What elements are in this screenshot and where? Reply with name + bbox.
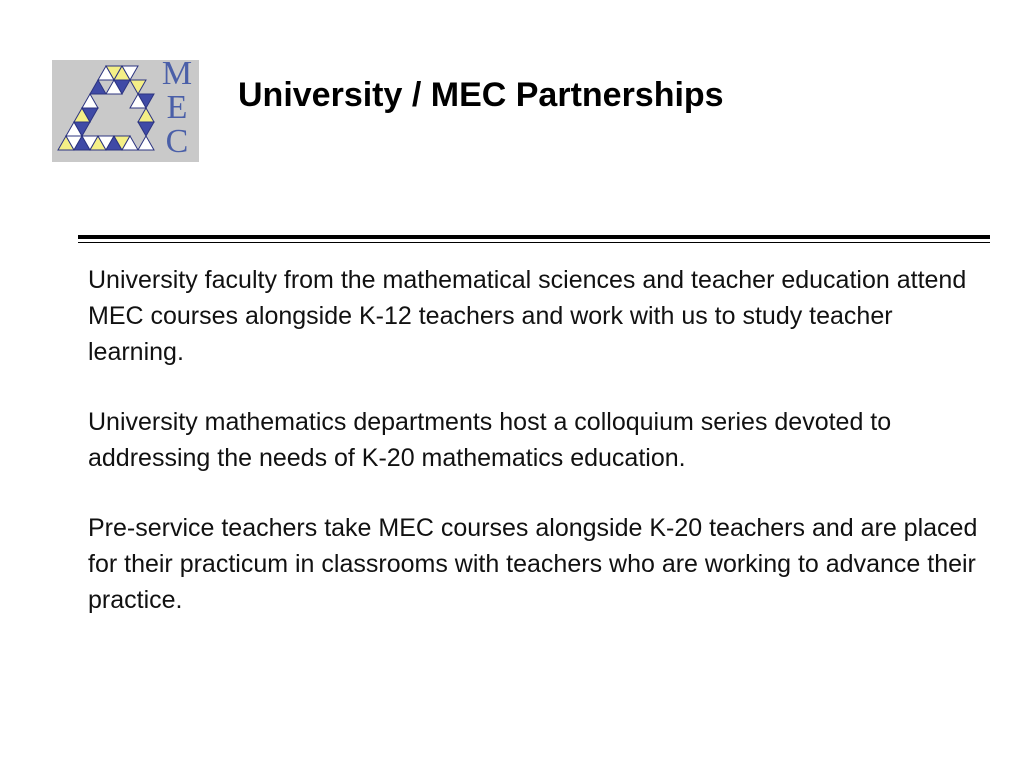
logo-letter-e: E [166,89,188,126]
paragraph-pre-service-teachers: Pre-service teachers take MEC courses alongside K-20 teachers and are placed for their practicum in classrooms with teachers who are working to advance their practice. [88,514,978,614]
logo-letters [160,57,194,159]
paragraph-university-faculty: University faculty from the mathematical sciences and teacher education attend MEC courses alongside K-12 teachers and work with us to study teacher learning. [88,266,967,366]
paragraph-colloquium-series: University mathematics departments host a colloquium series devoted to addressing the needs of K-20 mathematics education. [88,408,892,472]
triangle-logo-icon [52,60,162,162]
title-divider-thin [78,242,990,243]
logo-letter-m: M [161,55,193,92]
slide-title: University / MEC Partnerships [238,76,724,114]
title-divider-thick [78,235,990,239]
logo-letter-c: C [165,123,189,160]
mec-logo [52,55,199,162]
slide-body [88,262,988,618]
